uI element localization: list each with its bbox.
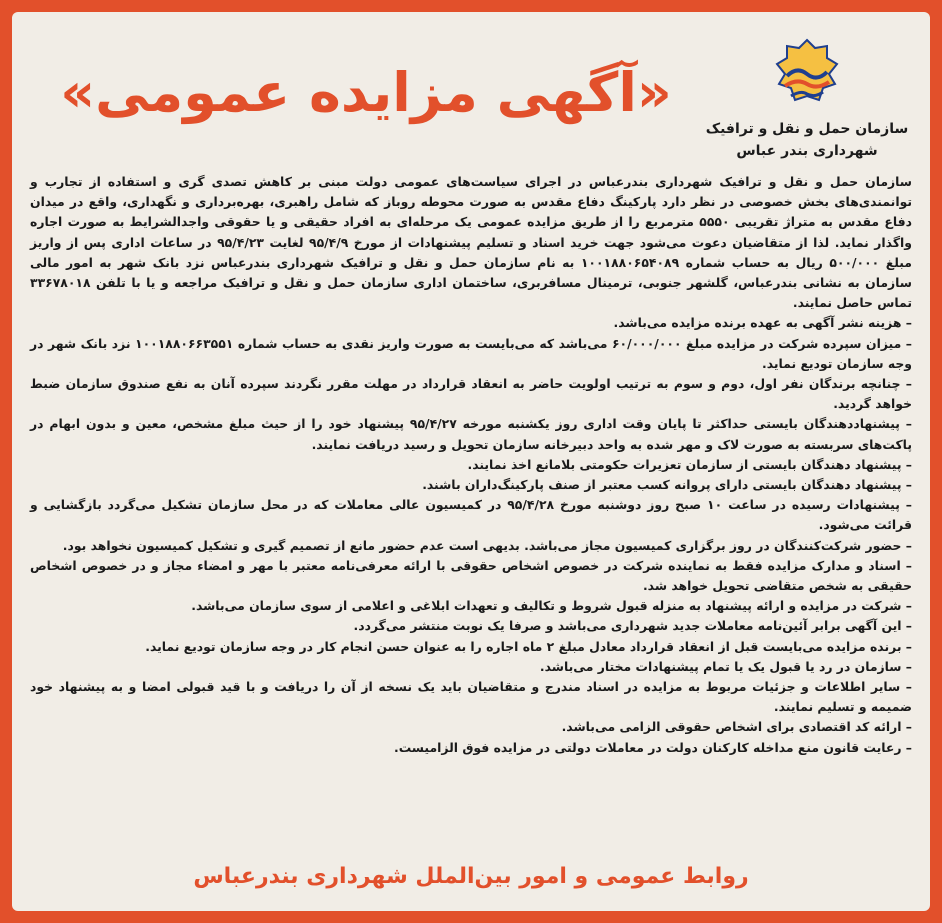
- organization-block: [702, 32, 912, 162]
- clause: – حضور شرکت‌کنندگان در روز برگزاری کمیسیون مجاز می‌باشد. بدیهی است عدم حضور مانع از تصمیم گیری و تشکیل کمیسیون نخواهد بود.: [62, 537, 912, 553]
- clause: – سایر اطلاعات و جزئیات مربوط به مزایده در اسناد مندرج و متقاضیان باید یک نسخه از آن را دریافت و با قید قبولی امضا و به پیشنهاد خود ضمیمه و تسلیم نمایند.: [30, 679, 912, 715]
- clause: – شرکت در مزایده و ارائه پیشنهاد به منزله قبول شروط و تکالیف و تعهدات ابلاغی و اعلامی از سوی سازمان می‌باشد.: [191, 598, 912, 614]
- clause: – میزان سپرده شرکت در مزایده مبلغ ۶۰/۰۰۰/۰۰۰ می‌باشد که می‌بایست به صورت واریز نقدی به حساب شماره ۱۰۰۱۸۸۰۶۶۳۵۵۱ نزد بانک شهر در وجه سازمان تودیع نماید.: [30, 335, 912, 371]
- intro-paragraph: سازمان حمل و نقل و ترافیک شهرداری بندرعباس در اجرای سیاست‌های عمومی دولت مبنی بر کاهش تصدی گری و استفاده از تجارب و توانمندی‌های بخش خصوصی در نظر دارد پارکینگ دفاع مقدس به صورت محوطه روباز که شامل راهبری، بهره‌برداری و نگهداری، واقع در میدان دفاع مقدس به متراژ تقریبی ۵۵۵۰ مترمربع را از طریق مزایده عمومی یک مرحله‌ای به افراد حقیقی و یا حقوقی واجدالشرایط به صورت اجاره واگذار نماید. لذا از متقاضیان دعوت می‌شود جهت خرید اسناد و تسلیم پیشنهادات از مورخ ۹۵/۴/۹ لغایت ۹۵/۴/۲۳ در ساعات اداری پس از واریز مبلغ ۵۰۰/۰۰۰ ریال به حساب شماره ۱۰۰۱۸۸۰۶۵۴۰۸۹ به نام سازمان حمل و نقل و ترافیک شهرداری بندرعباس نزد بانک شهر به امور مالی سازمان به نشانی بندرعباس، گلشهر جنوبی، ترمینال مسافربری، ساختمان اداری سازمان حمل و نقل و ترافیک مراجعه و یا با تلفن ۳۳۶۷۸۰۱۸ تماس حاصل نمایند.: [30, 174, 912, 311]
- header: [30, 32, 912, 172]
- notice-paper: [12, 12, 930, 911]
- clause: – چنانچه برندگان نفر اول، دوم و سوم به ترتیب اولویت حاضر به انعقاد قرارداد در مهلت مقرر نگردند سپرده آنان به نفع صندوق سازمان ضبط خواهد گردید.: [30, 376, 912, 412]
- footer-signature: روابط عمومی و امور بین‌الملل شهرداری بندرعباس: [193, 864, 749, 889]
- clause: – اسناد و مدارک مزایده فقط به نماینده شرکت در خصوص اشخاص حقوقی با ارائه معرفی‌نامه معتبر با مهر و امضاء مجاز و در خصوص اشخاص حقیقی به شخص متقاضی تحویل خواهد شد.: [30, 557, 912, 594]
- organization-logo-icon: [757, 38, 857, 112]
- clause: – پیشنهاددهندگان بایستی حداکثر تا پایان وقت اداری روز یکشنبه مورخه ۹۵/۴/۲۷ پیشنهاد خود را از حیث مبلغ مشخص، معین و بدون ابهام در پاکت‌های سربسته به صورت لاک و مهر شده به واحد دبیرخانه سازمان تحویل و رسید دریافت نمایند.: [30, 416, 912, 452]
- organization-name-line2: شهرداری بندر عباس: [736, 143, 878, 159]
- clause: – پیشنهاد دهندگان بایستی دارای پروانه کسب معتبر از صنف پارکینگ‌داران باشند.: [422, 477, 912, 493]
- clause: – سازمان در رد یا قبول یک یا تمام پیشنهادات مختار می‌باشد.: [539, 658, 912, 674]
- clause: – هزینه نشر آگهی به عهده برنده مزایده می‌باشد.: [613, 315, 912, 331]
- clause: – برنده مزایده می‌بایست قبل از انعقاد قرارداد معادل مبلغ ۲ ماه اجاره را به عنوان حسن انجام کار در وجه سازمان تودیع نماید.: [145, 638, 912, 654]
- clause: – رعایت قانون منع مداخله کارکنان دولت در معاملات دولتی در مزایده فوق الزامیست.: [393, 739, 912, 755]
- clause: – پیشنهاد دهندگان بایستی از سازمان تعزیرات حکومتی بلامانع اخذ نمایند.: [467, 456, 912, 472]
- title-wrap: [30, 32, 702, 152]
- notice-title: «آگهی مزایده عمومی»: [60, 60, 672, 124]
- clause: – ارائه کد اقتصادی برای اشخاص حقوقی الزامی می‌باشد.: [561, 719, 912, 735]
- notice-body: [30, 172, 912, 758]
- organization-name-line1: سازمان حمل و نقل و ترافیک: [705, 121, 909, 137]
- clause: – پیشنهادات رسیده در ساعت ۱۰ صبح روز دوشنبه مورخ ۹۵/۴/۲۸ در کمیسیون عالی معاملات که در محل سازمان تشکیل می‌گردد بازگشایی و قرائت می‌شود.: [30, 497, 912, 533]
- clause: – این آگهی برابر آئین‌نامه معاملات جدید شهرداری می‌باشد و صرفا یک نوبت منتشر می‌گردد.: [353, 618, 912, 634]
